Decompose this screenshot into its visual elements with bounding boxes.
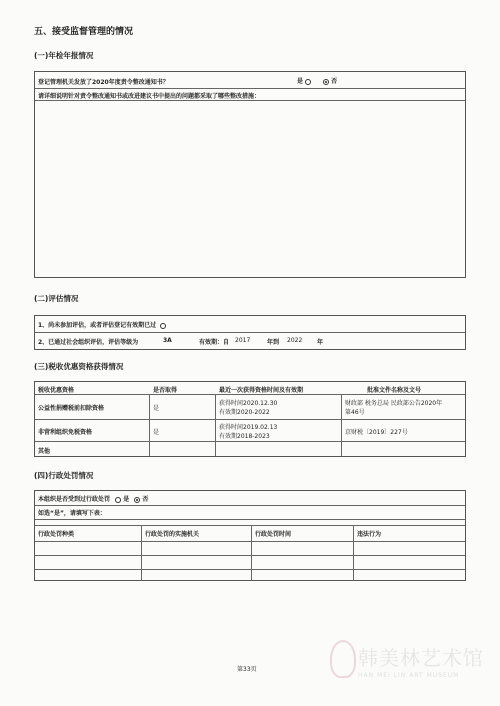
penalty-yes-radio[interactable] (115, 497, 121, 503)
evaluation-from-year: 2017 (235, 337, 251, 344)
tax-row1-name: 公益性捐赠税前扣除资格 (38, 405, 105, 412)
evaluation-year1: 年到 (267, 339, 280, 346)
tax-header-time: 最近一次获得资格时间及有效期 (219, 387, 304, 394)
penalty-header-type: 行政处罚种类 (38, 531, 75, 538)
tax-row1-time: 获得时间2020.12.30 (219, 400, 278, 407)
annual-no-label: 否 (331, 78, 338, 85)
penalty-grid-row-1 (35, 541, 465, 542)
section-title: 五、接受监督管理的情况 (34, 27, 134, 37)
tax-row3-name: 其他 (38, 448, 51, 455)
penalty-grid-col-2 (251, 525, 252, 581)
evaluation-row1-radio[interactable] (160, 323, 166, 329)
tax-row2-time: 获得时间2019.02.13 (219, 424, 278, 431)
penalty-divider-1 (35, 505, 465, 506)
penalty-divider-2 (35, 519, 465, 520)
page-number: 第33页 (237, 666, 257, 673)
evaluation-table (34, 315, 466, 350)
annual-yes-option[interactable] (297, 76, 311, 85)
tax-header-obtained: 是否取得 (153, 387, 178, 394)
tax-divider-2 (35, 419, 465, 420)
annual-no-radio[interactable] (323, 79, 329, 85)
penalty-header-time: 行政处罚时间 (255, 531, 292, 538)
tax-header-name: 税收优惠资格 (38, 387, 75, 394)
tax-row1-valid: 有效期2020-2022 (219, 409, 270, 416)
penalty-header-violation: 违法行为 (357, 531, 382, 538)
penalty-no-radio[interactable] (134, 497, 140, 503)
tax-row1-doc1: 财政部 税务总局 民政部公告2020年 (345, 400, 443, 407)
tax-row2-obtained: 是 (153, 429, 160, 436)
tax-header-doc: 批准文件名称及文号 (367, 387, 422, 394)
evaluation-year2: 年 (317, 339, 324, 346)
penalty-grid-row-2 (35, 555, 465, 556)
penalty-title: (四)行政处罚情况 (34, 471, 94, 480)
watermark-text: 韩美林艺术馆 (358, 646, 484, 670)
tax-col-sep-3 (341, 394, 342, 456)
annual-table (34, 71, 466, 278)
tax-title: (三)税收优惠资格获得情况 (34, 362, 124, 371)
watermark-emblem-icon (330, 640, 356, 678)
watermark-subtext: HAN MEI LIN ART MUSEUM (358, 672, 460, 679)
tax-row1-doc2: 第46号 (345, 409, 365, 416)
penalty-grid-row-3 (35, 569, 465, 570)
penalty-fill-hint: 如选“是”，请填写下表： (38, 510, 106, 517)
museum-watermark (330, 640, 490, 700)
penalty-table (34, 490, 466, 581)
annual-detail-label: 请详细说明针对责令整改通知书或改进建议书中提出的问题都采取了哪些整改措施： (38, 93, 261, 100)
tax-table (34, 381, 466, 457)
annual-title: (一)年检年报情况 (34, 51, 94, 60)
annual-no-option[interactable] (323, 76, 337, 85)
annual-yes-label: 是 (297, 78, 304, 85)
tax-row1-obtained: 是 (153, 405, 160, 412)
tax-divider-3 (35, 441, 465, 442)
penalty-grid-col-1 (141, 525, 142, 581)
evaluation-divider (35, 332, 465, 333)
penalty-grid (35, 525, 465, 581)
tax-row2-valid: 有效期2018-2023 (219, 433, 270, 440)
annual-divider-2 (35, 100, 465, 101)
evaluation-level: 3A (163, 337, 172, 344)
evaluation-row2-label: 2、已通过社会组织评估，评估等级为 (38, 339, 139, 346)
tax-col-sep-2 (215, 394, 216, 456)
evaluation-valid-label: 有效期：自 (199, 339, 230, 346)
penalty-header-authority: 行政处罚的实施机关 (145, 531, 200, 538)
annual-question: 登记管理机关发放了2020年度责令整改通知书？ (38, 79, 169, 86)
penalty-grid-col-3 (353, 525, 354, 581)
evaluation-to-year: 2022 (287, 337, 303, 344)
tax-col-sep-1 (149, 394, 150, 456)
evaluation-row1: 1、尚未参加评估，或者评估登记有效期已过 (38, 320, 166, 329)
annual-yes-radio[interactable] (305, 79, 311, 85)
annual-divider (35, 88, 465, 89)
penalty-question: 本组织是否受到过行政处罚 是 否 (38, 496, 149, 503)
evaluation-title: (二)评估情况 (34, 294, 79, 303)
penalty-no-label: 否 (142, 496, 149, 503)
tax-row2-name: 非营利组织免税资格 (38, 429, 93, 436)
penalty-grid-top (35, 525, 465, 526)
tax-row2-doc1: 京财税〔2019〕227号 (345, 429, 408, 436)
tax-divider-1 (35, 394, 465, 395)
penalty-yes-label: 是 (123, 496, 130, 503)
